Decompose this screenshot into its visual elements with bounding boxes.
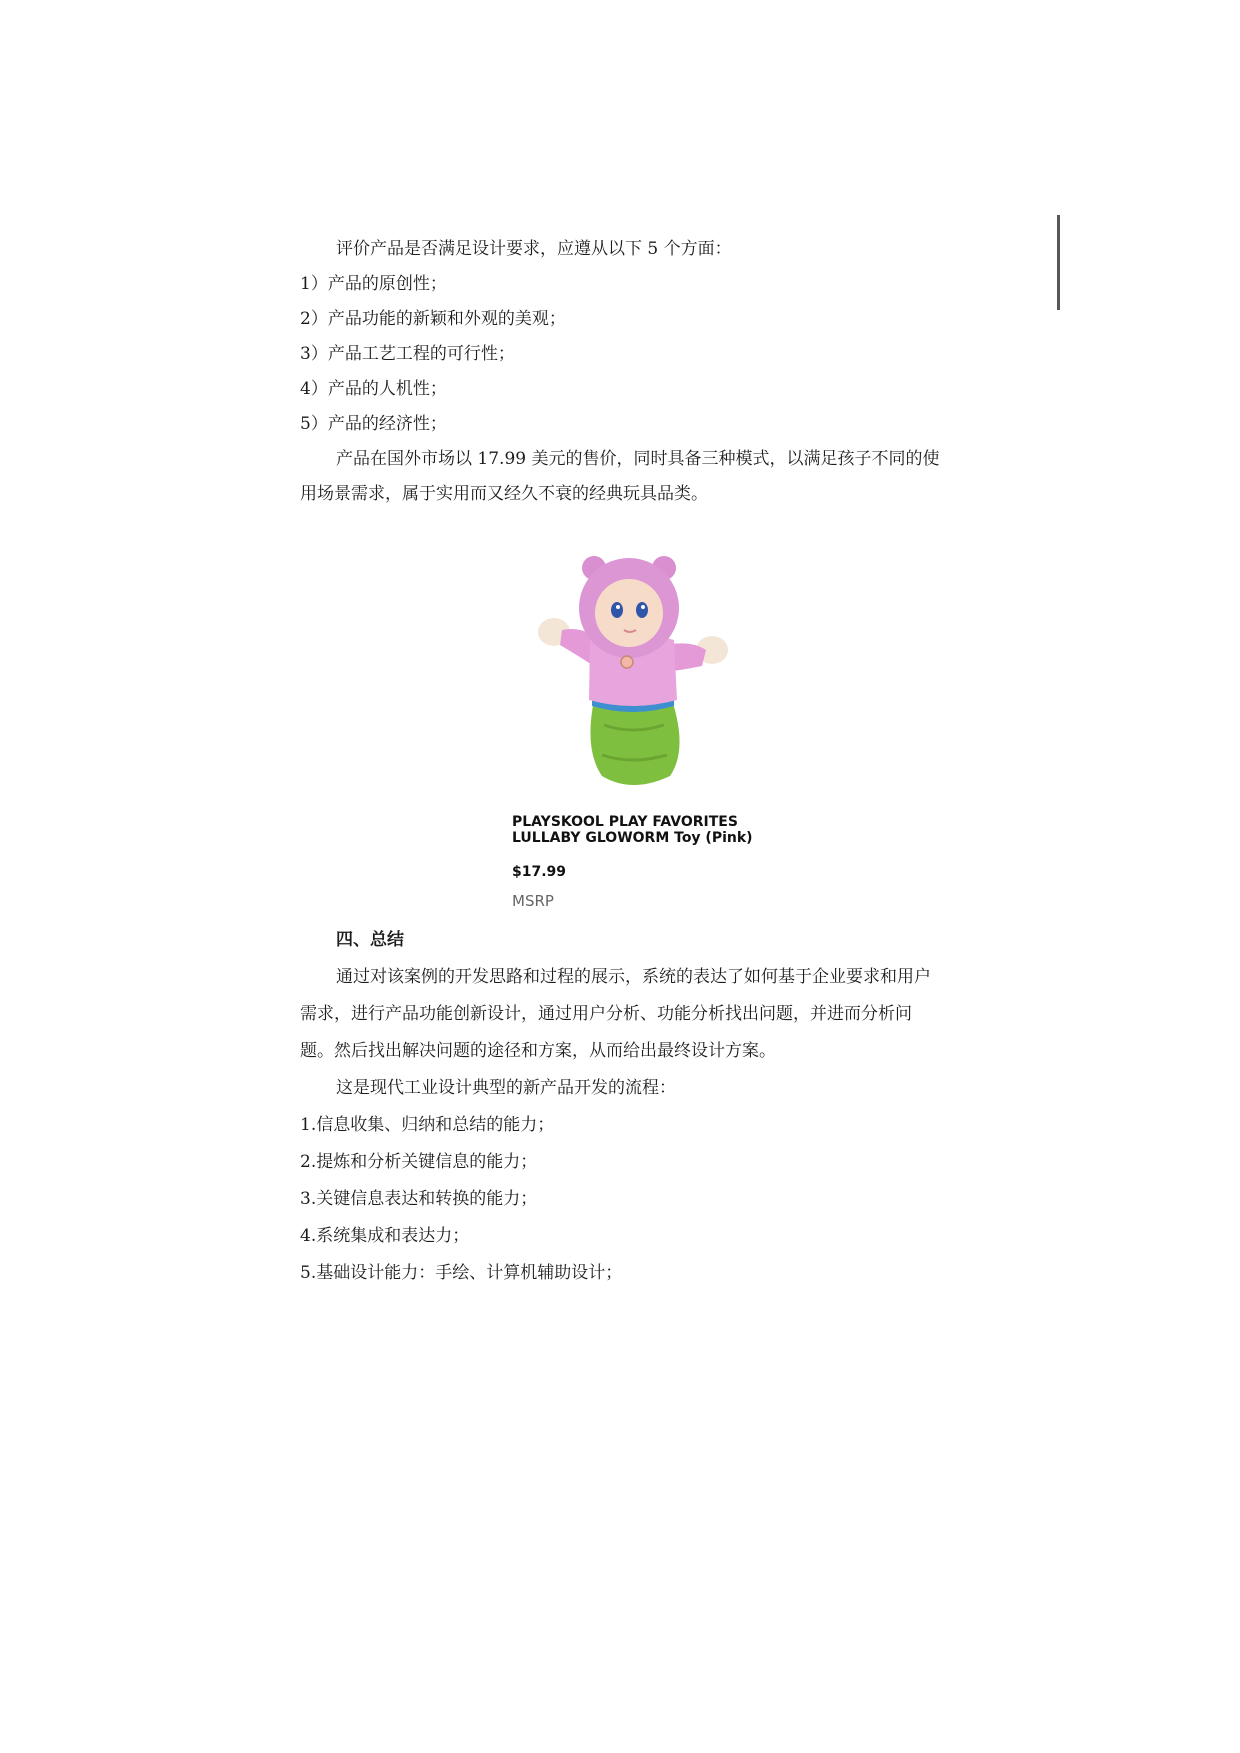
product-price: $17.99 xyxy=(512,864,567,880)
ability-item-5: 5.基础设计能力：手绘、计算机辅助设计； xyxy=(300,1263,623,1283)
criteria-item-2: 2）产品功能的新颖和外观的美观； xyxy=(300,309,566,329)
document-summary-section xyxy=(300,922,940,1292)
gloworm-toy-image xyxy=(532,550,732,790)
ability-item-4: 4.系统集成和表达力； xyxy=(300,1226,470,1246)
document-upper-text xyxy=(300,232,940,512)
criteria-item-5: 5）产品的经济性； xyxy=(300,414,447,434)
product-name-line-2: LULLABY GLOWORM Toy (Pink) xyxy=(512,830,753,846)
summary-paragraph: 通过对该案例的开发思路和过程的展示，系统的表达了如何基于企业要求和用户需求，进行产品功能创新设计，通过用户分析、功能分析找出问题，并进而分析问题。然后找出解决问题的途径和方案，从而给出最终设计方案。 xyxy=(300,967,931,1061)
criteria-item-1: 1）产品的原创性； xyxy=(300,274,447,294)
product-msrp-label: MSRP xyxy=(512,892,554,910)
intro-paragraph: 评价产品是否满足设计要求，应遵从以下 5 个方面： xyxy=(336,239,732,259)
product-name-line-1: PLAYSKOOL PLAY FAVORITES xyxy=(512,814,738,830)
price-paragraph: 产品在国外市场以 17.99 美元的售价，同时具备三种模式，以满足孩子不同的使用场景需求，属于实用而又经久不衰的经典玩具品类。 xyxy=(300,449,940,504)
product-name xyxy=(512,814,772,846)
ability-item-3: 3.关键信息表达和转换的能力； xyxy=(300,1189,538,1209)
criteria-item-4: 4）产品的人机性； xyxy=(300,379,447,399)
scan-artifact-line xyxy=(1057,215,1060,310)
ability-item-2: 2.提炼和分析关键信息的能力； xyxy=(300,1152,538,1172)
product-figure xyxy=(512,550,772,910)
ability-item-1: 1.信息收集、归纳和总结的能力； xyxy=(300,1115,555,1135)
process-intro: 这是现代工业设计典型的新产品开发的流程： xyxy=(336,1078,676,1098)
criteria-item-3: 3）产品工艺工程的可行性； xyxy=(300,344,515,364)
summary-heading: 四、总结 xyxy=(336,930,404,950)
